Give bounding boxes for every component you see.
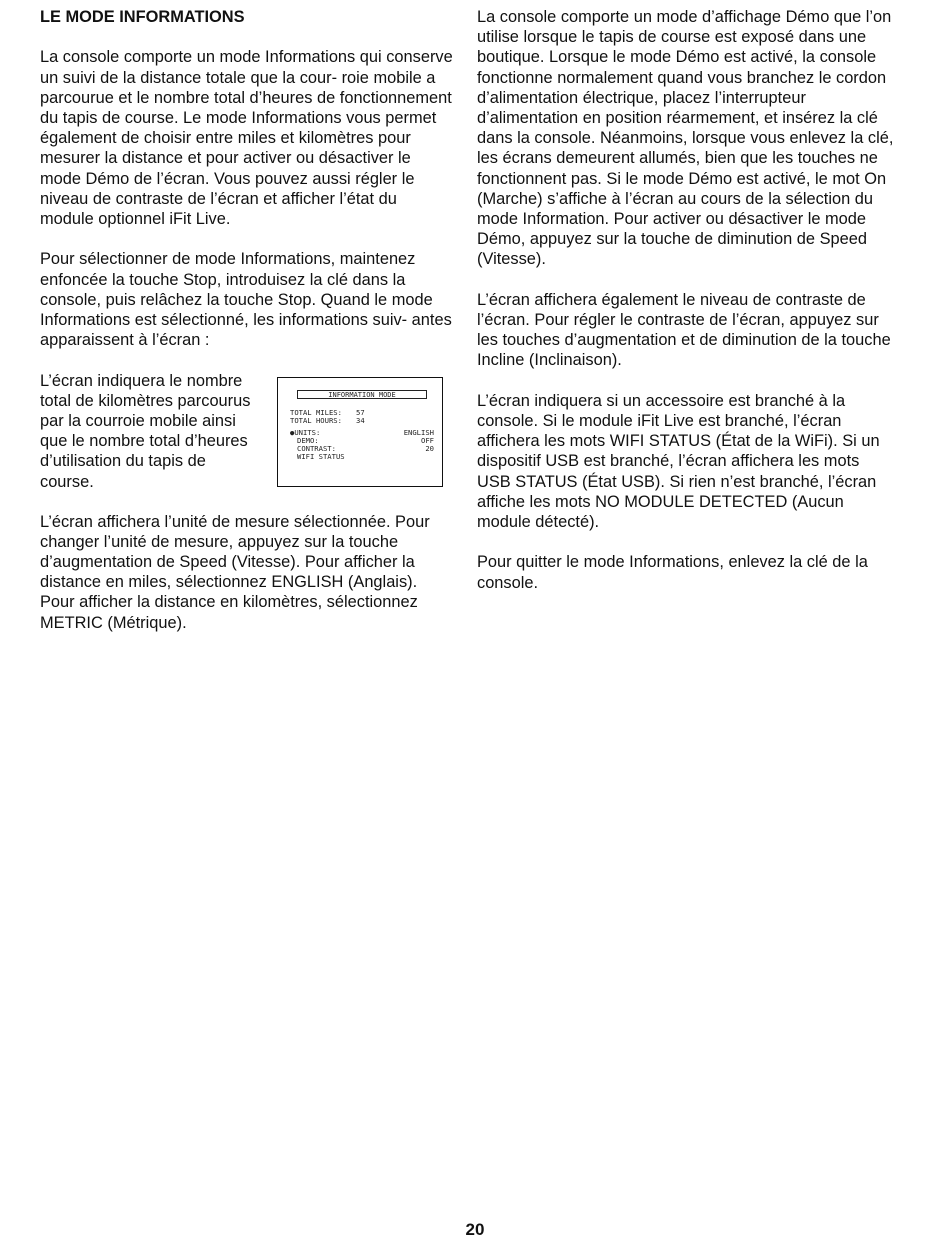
- demo-label: DEMO:: [297, 435, 319, 445]
- exit-mode-paragraph: Pour quitter le mode Informations, enlevez la clé de la console.: [477, 553, 868, 592]
- information-mode-display: [277, 377, 443, 487]
- accessory-paragraph: L’écran indiquera si un accessoire est branché à la console. Si le module iFit Live est branché, l’écran affichera les mots WIFI STATUS (État de la WiFi). Si un dispositif USB est branché, l’écran affichera les mots USB STATUS (État USB). Si rien n’est branché, l’écran affiche les mots NO MODULE DETECTED (Aucun module détecté).: [477, 391, 880, 532]
- wifi-status-label: WIFI STATUS: [297, 451, 345, 461]
- figure-caption: L’écran indiquera le nombre total de kilomètres parcourus par la courroie mobile ainsi que le nombre total d’heures d’utilisation du tapis de course.: [40, 371, 251, 491]
- right-column: [477, 7, 897, 613]
- units-value: ENGLISH: [403, 427, 434, 437]
- figure-row: [40, 371, 455, 512]
- contrast-paragraph: L’écran affichera également le niveau de contraste de l’écran. Pour régler le contraste de l’écran, appuyez sur les touches d’augmentation et de diminution de la touche Incline (Inclinaison).: [477, 290, 891, 370]
- section-heading: LE MODE INFORMATIONS: [40, 8, 245, 26]
- select-mode-paragraph: Pour sélectionner de mode Informations, maintenez enfoncée la touche Stop, introduisez la clé dans la console, puis relâchez la touche Stop. Quand le mode Informations est sélectionné, les informations suiv- antes apparaissent à l’écran :: [40, 250, 452, 350]
- display-total-hours: [290, 417, 434, 425]
- total-miles-label: TOTAL MILES:: [290, 407, 342, 417]
- display-title: INFORMATION MODE: [297, 390, 427, 399]
- display-wifi-status: [297, 453, 434, 461]
- left-column: [40, 7, 455, 653]
- page-number: 20: [465, 1220, 485, 1239]
- total-hours-label: TOTAL HOURS:: [290, 415, 342, 425]
- units-paragraph: L’écran affichera l’unité de mesure sélectionnée. Pour changer l’unité de mesure, appuyez sur la touche d’augmentation de Speed (Vitesse). Pour afficher la distance en miles, sélectionnez ENGLISH (Anglais). Pour afficher la distance en kilomètres, sélectionnez METRIC (Métrique).: [40, 512, 430, 632]
- units-label: UNITS:: [294, 427, 321, 437]
- contrast-value: 20: [425, 443, 434, 453]
- selector-bullet-icon: ●: [290, 427, 295, 437]
- total-hours-value: 34: [356, 415, 365, 425]
- total-miles-value: 57: [356, 407, 365, 417]
- demo-value: OFF: [421, 435, 434, 445]
- intro-paragraph: La console comporte un mode Informations qui conserve un suivi de la distance totale que la cour- roie mobile a parcourue et le nombre total d’heures de fonctionnement du tapis de course. Le mode Informations vous permet également de choisir entre miles et kilomètres pour mesurer la distance et pour activer ou désactiver le mode Démo de l’écran. Vous pouvez aussi régler le niveau de contraste de l’écran et afficher l’état du module optionnel iFit Live.: [40, 48, 453, 229]
- demo-mode-paragraph: La console comporte un mode d’affichage Démo que l’on utilise lorsque le tapis de course est exposé dans une boutique. Lorsque le mode Démo est activé, la console fonctionne normalement quand vous branchez le cordon d’alimentation électrique, placez l’interrupteur d’alimentation en position réarmement, et insérez la clé dans la console. Néanmoins, lorsque vous enlevez la clé, les écrans demeurent allumés, bien que les touches ne fonctionnent pas. Si le mode Démo est activé, le mot On (Marche) s’affiche à l’écran au cours de la sélection du mode Information. Pour activer ou désactiver le mode Démo, appuyez sur la touche de diminution de Speed (Vitesse).: [477, 8, 894, 269]
- contrast-label: CONTRAST:: [297, 443, 336, 453]
